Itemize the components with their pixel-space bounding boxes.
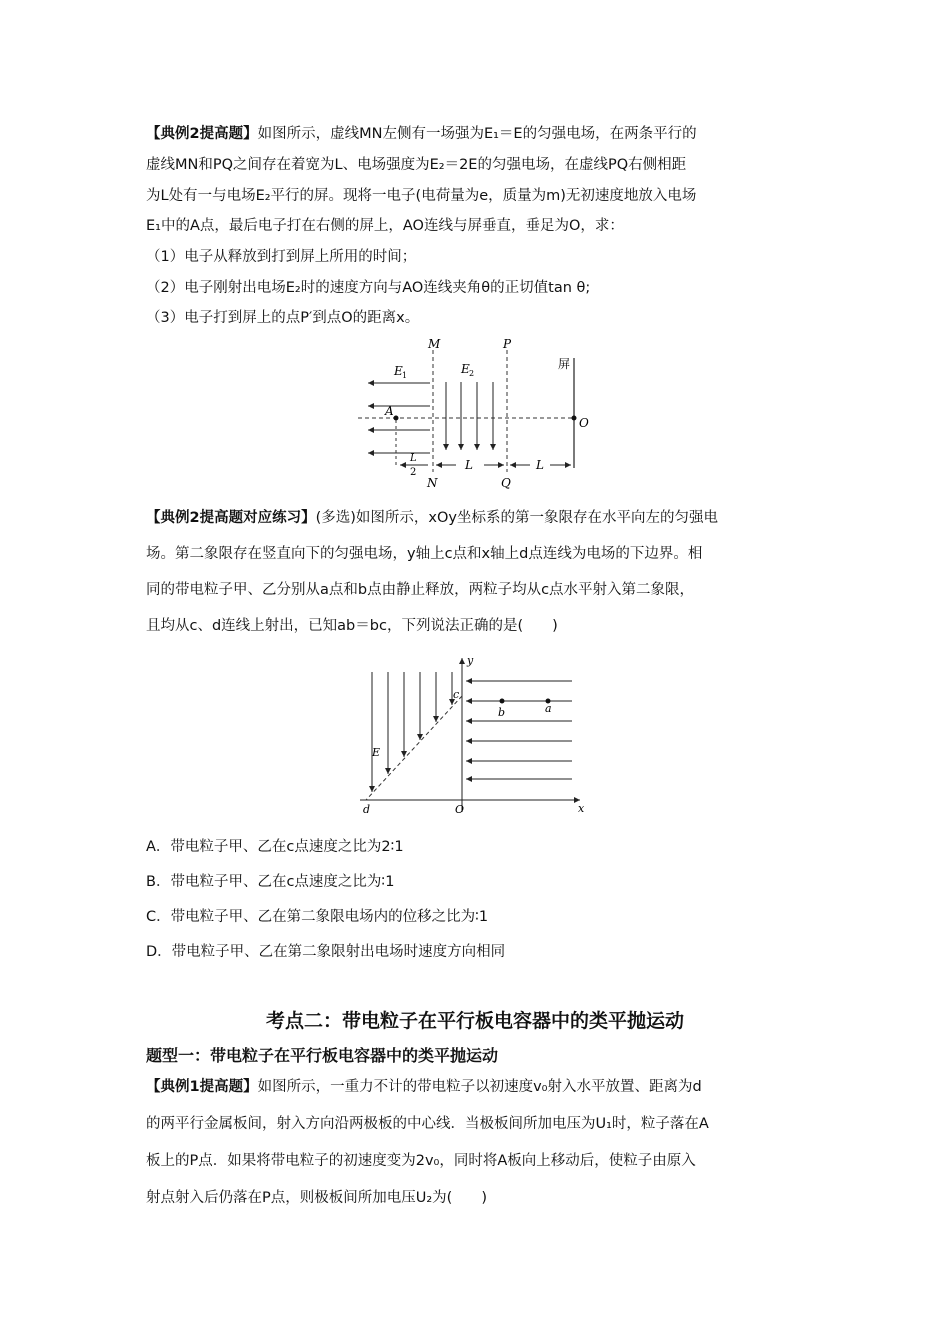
label-E: E: [372, 746, 381, 759]
figure-electric-fields-screen: [350, 336, 600, 496]
option-D: D．带电粒子甲、乙在第二象限射出电场时速度方向相同: [146, 944, 506, 960]
ex2-line-3: 同的带电粒子甲、乙分别从a点和b点由静止释放，两粒子均从c点水平射入第二象限，: [146, 582, 695, 598]
option-A: A．带电粒子甲、乙在c点速度之比为2∶1: [146, 839, 404, 855]
label-A: A: [385, 404, 394, 418]
label-O: O: [455, 803, 465, 816]
label-E1-sub: 1: [402, 371, 408, 380]
section-title: 考点二：带电粒子在平行板电容器中的类平抛运动: [265, 1010, 684, 1032]
option-C: C．带电粒子甲、乙在第二象限电场内的位移之比为∶1: [146, 909, 489, 925]
ex1-question-1: （1）电子从释放到打到屏上所用的时间；: [146, 249, 417, 265]
ex1-line-1: 【典例2提高题】如图所示，虚线MN左侧有一场强为E₁＝E的匀强电场，在两条平行的: [146, 126, 697, 142]
figure-xoy-fields: [352, 652, 592, 818]
ex2-line-2: 场。第二象限存在竖直向下的匀强电场，y轴上c点和x轴上d点连线为电场的下边界。相: [146, 546, 703, 562]
label-half-L-den: 2: [410, 467, 417, 478]
label-E2-sub: 2: [469, 369, 475, 378]
label-L-1: L: [465, 458, 473, 472]
label-a: a: [545, 702, 552, 715]
ex2-line-1: 【典例2提高题对应练习】(多选)如图所示，xOy坐标系的第一象限存在水平向左的匀强电: [146, 510, 718, 526]
label-E1: E: [394, 364, 403, 378]
ex1-question-2: （2）电子刚射出电场E₂时的速度方向与AO连线夹角θ的正切值tan θ;: [146, 280, 591, 296]
label-c: c: [453, 688, 460, 701]
ex1-question-3: （3）电子打到屏上的点P′到点O的距离x。: [146, 310, 420, 326]
ex3-line-3: 板上的P点．如果将带电粒子的初速度变为2v₀，同时将A板向上移动后，使粒子由原入: [146, 1153, 696, 1169]
label-y: y: [467, 654, 474, 667]
ex1-line-3: 为L处有一与电场E₂平行的屏。现将一电子(电荷量为e，质量为m)无初速度地放入电场: [146, 188, 697, 204]
label-N: N: [427, 476, 438, 490]
label-E2: E: [461, 362, 470, 376]
ex3-line-2: 的两平行金属板间，射入方向沿两极板的中心线．当极板间所加电压为U₁时，粒子落在A: [146, 1116, 709, 1132]
label-half-L-num: L: [410, 453, 417, 464]
subsection-title: 题型一：带电粒子在平行板电容器中的类平抛运动: [146, 1046, 499, 1065]
label-M: M: [428, 337, 441, 351]
label-d: d: [363, 803, 371, 816]
ex1-line-2: 虚线MN和PQ之间存在着宽为L、电场强度为E₂＝2E的匀强电场，在虚线PQ右侧相距: [146, 157, 687, 173]
label-P: P: [503, 337, 512, 351]
ex2-line-4: 且均从c、d连线上射出，已知ab＝bc，下列说法正确的是( ): [146, 618, 558, 634]
ex1-line-4: E₁中的A点，最后电子打在右侧的屏上，AO连线与屏垂直，垂足为O，求：: [146, 218, 624, 234]
ex3-line-4: 射点射入后仍落在P点，则极板间所加电压U₂为( ): [146, 1190, 487, 1206]
label-L-2: L: [536, 458, 544, 472]
label-Q: Q: [501, 476, 511, 490]
ex3-line-1: 【典例1提高题】如图所示，一重力不计的带电粒子以初速度v₀射入水平放置、距离为d: [146, 1079, 702, 1095]
label-x: x: [578, 802, 585, 815]
label-O: O: [579, 416, 589, 430]
label-b: b: [498, 706, 506, 719]
label-screen: 屏: [558, 357, 571, 371]
option-B: B．带电粒子甲、乙在c点速度之比为∶1: [146, 874, 395, 890]
